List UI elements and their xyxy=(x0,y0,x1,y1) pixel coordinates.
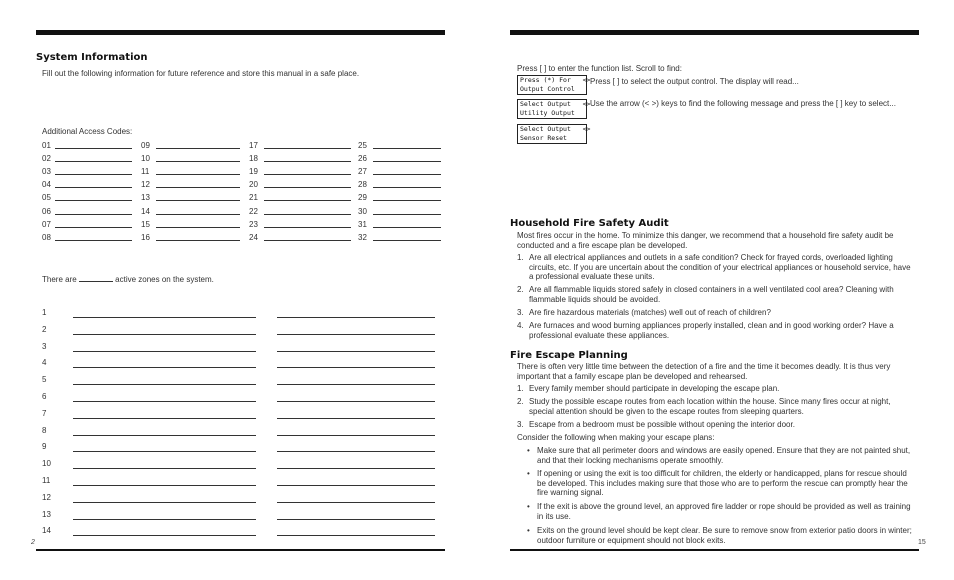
audit-heading: Household Fire Safety Audit xyxy=(510,218,669,229)
access-code-blank xyxy=(156,161,240,162)
escape-intro: There is often very little time between the detection of a fire and the time it becomes deadly. It is thus very important that a family escape plan be developed and rehearsed. xyxy=(517,362,891,381)
zone-type-blank[interactable] xyxy=(277,535,435,536)
access-code-blank xyxy=(55,200,132,201)
active-zones-text xyxy=(42,275,214,285)
zone-number: 4 xyxy=(42,358,47,368)
escape-heading: Fire Escape Planning xyxy=(510,350,628,361)
access-code-number: 19 xyxy=(249,167,258,177)
list-item-text: Are all flammable liquids stored safely in closed containers in a well ventilated cool area? Cleaning with flammable liquids should be avoided. xyxy=(529,285,894,304)
access-code-blank xyxy=(373,161,441,162)
bullet-dot-icon: • xyxy=(527,526,530,535)
access-code-field[interactable] xyxy=(141,207,150,216)
access-code-field[interactable] xyxy=(249,167,258,176)
access-code-number: 09 xyxy=(141,141,150,150)
zone-description-blank[interactable] xyxy=(73,468,256,469)
access-code-number: 14 xyxy=(141,206,150,216)
list-item-text: Are all electrical appliances and outlets in a safe condition? Check for frayed cords, overloaded lighting circuits, etc. If you are uncertain about the condition of your electrical appliances or household service, have a professional evaluate these units. xyxy=(529,253,911,281)
zone-number: 3 xyxy=(42,341,47,351)
access-code-number: 31 xyxy=(358,219,367,229)
access-code-row xyxy=(42,233,442,244)
access-code-number: 29 xyxy=(358,193,367,203)
zone-row xyxy=(42,493,442,504)
zone-type-blank[interactable] xyxy=(277,384,435,385)
access-code-row xyxy=(42,193,442,204)
access-code-blank xyxy=(264,227,351,228)
access-code-blank xyxy=(264,214,351,215)
access-code-number: 17 xyxy=(249,141,258,150)
access-code-blank xyxy=(156,187,240,188)
lcd-display-utility-output xyxy=(517,99,591,119)
lcd-line: Select Output <> xyxy=(520,125,591,133)
access-code-field[interactable] xyxy=(358,233,367,242)
access-code-blank xyxy=(156,174,240,175)
zone-row xyxy=(42,476,442,487)
left-top-rule xyxy=(36,30,445,35)
zone-number: 7 xyxy=(42,408,47,418)
zone-number: 9 xyxy=(42,442,47,452)
access-code-field[interactable] xyxy=(141,167,149,176)
system-information-heading: System Information xyxy=(36,52,148,63)
list-item-text: Every family member should participate in developing the escape plan. xyxy=(529,384,780,393)
bullet-text: If the exit is above the ground level, an approved fire ladder or rope should be provided as well as training in its use. xyxy=(537,502,911,521)
access-codes-label: Additional Access Codes: xyxy=(42,127,133,136)
access-code-number: 08 xyxy=(42,232,51,242)
lcd-line: Press (*) For <> xyxy=(520,76,591,84)
access-code-field[interactable] xyxy=(249,193,258,202)
access-code-number: 11 xyxy=(141,167,150,177)
access-code-field[interactable] xyxy=(42,207,51,216)
access-code-field[interactable] xyxy=(358,180,367,189)
access-code-number: 12 xyxy=(141,180,150,190)
access-code-field[interactable] xyxy=(358,154,367,163)
access-code-field[interactable] xyxy=(42,193,51,202)
list-item-text: Are furnaces and wood burning appliances properly installed, clean and in good working order? Have a professional evaluate these appliances. xyxy=(529,321,894,340)
zone-description-blank[interactable] xyxy=(73,485,256,486)
access-code-number: 27 xyxy=(358,167,367,177)
zone-type-blank[interactable] xyxy=(277,367,435,368)
access-code-number: 15 xyxy=(141,219,150,229)
access-code-field[interactable] xyxy=(141,233,150,242)
active-zones-post: active zones on the system. xyxy=(115,275,214,284)
zone-description-blank[interactable] xyxy=(73,317,256,318)
access-code-blank xyxy=(55,227,132,228)
zone-number: 10 xyxy=(42,459,51,469)
zone-type-blank[interactable] xyxy=(277,519,435,520)
access-code-blank xyxy=(156,240,240,241)
access-code-number: 03 xyxy=(42,167,51,177)
lcd-line: Select Output <> xyxy=(520,100,591,108)
zone-description-blank[interactable] xyxy=(73,367,256,368)
left-page-number: 2 xyxy=(31,539,35,546)
zone-type-blank[interactable] xyxy=(277,451,435,452)
zone-row xyxy=(42,510,442,521)
zone-description-blank[interactable] xyxy=(73,451,256,452)
access-code-number: 07 xyxy=(42,219,51,229)
zone-row xyxy=(42,325,442,336)
zone-type-blank[interactable] xyxy=(277,485,435,486)
zone-number: 13 xyxy=(42,509,51,519)
access-code-blank xyxy=(156,214,240,215)
bullet-dot-icon: • xyxy=(527,469,530,478)
press-instruction: Press [ ] to enter the function list. Scroll to find: xyxy=(517,64,682,73)
active-zones-pre: There are xyxy=(42,275,77,284)
access-code-number: 04 xyxy=(42,180,51,190)
access-code-blank xyxy=(264,200,351,201)
access-code-blank xyxy=(264,240,351,241)
access-code-row xyxy=(42,207,442,218)
access-code-number: 28 xyxy=(358,180,367,190)
zone-row xyxy=(42,459,442,470)
access-code-row xyxy=(42,141,442,152)
access-code-number: 16 xyxy=(141,232,150,242)
zone-description-blank[interactable] xyxy=(73,334,256,335)
zone-description-blank[interactable] xyxy=(73,519,256,520)
access-code-blank xyxy=(373,200,441,201)
access-code-field[interactable] xyxy=(358,141,367,150)
zone-type-blank[interactable] xyxy=(277,317,435,318)
lcd-line: Sensor Reset xyxy=(520,134,567,142)
bullet-dot-icon: • xyxy=(527,502,530,511)
right-page-number: 15 xyxy=(918,539,926,546)
access-code-field[interactable] xyxy=(249,233,258,242)
zone-number: 8 xyxy=(42,425,47,435)
access-code-blank xyxy=(55,174,132,175)
access-code-number: 18 xyxy=(249,154,258,164)
access-code-field[interactable] xyxy=(42,141,51,150)
access-code-field[interactable] xyxy=(42,180,51,189)
access-code-field[interactable] xyxy=(249,207,258,216)
lcd-line: Utility Output xyxy=(520,109,575,117)
access-code-blank xyxy=(373,148,441,149)
lcd-line: Output Control xyxy=(520,85,575,93)
access-code-blank xyxy=(264,187,351,188)
zone-description-blank[interactable] xyxy=(73,418,256,419)
bullet-text: Make sure that all perimeter doors and windows are easily opened. Ensure that they are not painted shut, and that their locking mechanisms operate smoothly. xyxy=(537,446,911,465)
access-code-number: 25 xyxy=(358,141,367,150)
zone-description-blank[interactable] xyxy=(73,535,256,536)
access-code-row xyxy=(42,167,442,178)
zone-row xyxy=(42,409,442,420)
right-bottom-rule xyxy=(510,549,919,551)
access-code-blank xyxy=(156,200,240,201)
access-code-blank xyxy=(373,174,441,175)
access-code-number: 32 xyxy=(358,232,367,242)
access-code-number: 13 xyxy=(141,193,150,203)
access-code-number: 24 xyxy=(249,232,258,242)
bullet-text: Exits on the ground level should be kept clear. Be sure to remove snow from exterior patio doors in winter; outdoor furniture or equipment should not block exits. xyxy=(537,526,912,545)
bullet-text: If opening or using the exit is too difficult for children, the elderly or handicapped, plans for rescue should be developed. This includes making sure that those who are to perform the rescue can promptly hear the fire warning signal. xyxy=(537,469,908,497)
access-code-field[interactable] xyxy=(249,141,258,150)
access-code-field[interactable] xyxy=(42,167,51,176)
access-code-number: 23 xyxy=(249,219,258,229)
access-code-blank xyxy=(55,214,132,215)
access-code-blank xyxy=(156,227,240,228)
access-code-field[interactable] xyxy=(42,220,51,229)
access-code-blank xyxy=(55,187,132,188)
access-code-number: 05 xyxy=(42,193,51,203)
access-code-row xyxy=(42,154,442,165)
zone-description-blank[interactable] xyxy=(73,384,256,385)
access-code-number: 20 xyxy=(249,180,258,190)
access-code-field[interactable] xyxy=(141,193,150,202)
intro-text: Fill out the following information for future reference and store this manual in a safe place. xyxy=(42,69,360,78)
zone-number: 12 xyxy=(42,492,51,502)
access-code-field[interactable] xyxy=(249,220,258,229)
access-code-row xyxy=(42,220,442,231)
zone-type-blank[interactable] xyxy=(277,502,435,503)
zone-type-blank[interactable] xyxy=(277,334,435,335)
access-code-field[interactable] xyxy=(249,154,258,163)
lcd2-description: Use the arrow (< >) keys to find the following message and press the [ ] key to select... xyxy=(590,99,896,108)
access-code-blank xyxy=(373,187,441,188)
access-code-blank xyxy=(373,227,441,228)
access-code-number: 21 xyxy=(249,193,258,203)
right-top-rule xyxy=(510,30,919,35)
access-code-blank xyxy=(373,214,441,215)
list-item-number: 3. xyxy=(517,308,524,317)
access-code-field[interactable] xyxy=(141,154,150,163)
list-item-number: 1. xyxy=(517,384,524,393)
consider-text: Consider the following when making your escape plans: xyxy=(517,433,715,442)
access-code-field[interactable] xyxy=(358,207,367,216)
lcd1-description: Press [ ] to select the output control. The display will read... xyxy=(590,77,799,86)
access-code-field[interactable] xyxy=(42,154,51,163)
zone-number: 5 xyxy=(42,375,47,385)
list-item-text: Escape from a bedroom must be possible without opening the interior door. xyxy=(529,420,795,429)
zone-type-blank[interactable] xyxy=(277,418,435,419)
lcd-display-sensor-reset xyxy=(517,124,591,144)
access-code-row xyxy=(42,180,442,191)
list-item-number: 2. xyxy=(517,285,524,294)
list-item-number: 1. xyxy=(517,253,524,262)
lcd-display-output-control xyxy=(517,75,591,95)
access-code-blank xyxy=(156,148,240,149)
zone-type-blank[interactable] xyxy=(277,435,435,436)
access-code-number: 30 xyxy=(358,206,367,216)
zone-row xyxy=(42,442,442,453)
access-code-field[interactable] xyxy=(358,167,367,176)
access-code-blank xyxy=(55,240,132,241)
bullet-dot-icon: • xyxy=(527,446,530,455)
zone-description-blank[interactable] xyxy=(73,401,256,402)
access-code-number: 02 xyxy=(42,154,51,164)
access-code-blank xyxy=(264,148,351,149)
zone-number: 11 xyxy=(42,476,51,485)
zone-row xyxy=(42,426,442,437)
zone-type-blank[interactable] xyxy=(277,351,435,352)
zone-row xyxy=(42,342,442,353)
access-code-field[interactable] xyxy=(249,180,258,189)
access-code-blank xyxy=(55,161,132,162)
zone-type-blank[interactable] xyxy=(277,401,435,402)
access-code-blank xyxy=(55,148,132,149)
zone-description-blank[interactable] xyxy=(73,502,256,503)
access-code-field[interactable] xyxy=(141,180,150,189)
access-code-number: 10 xyxy=(141,154,150,164)
zone-description-blank[interactable] xyxy=(73,351,256,352)
list-item-text: Study the possible escape routes from each location within the house. Since many fires occur at night, special attention should be given to the escape routes from sleeping quarters. xyxy=(529,397,891,416)
zone-type-blank[interactable] xyxy=(277,468,435,469)
active-zones-blank[interactable] xyxy=(79,275,113,282)
access-code-field[interactable] xyxy=(141,220,150,229)
zone-number: 1 xyxy=(42,308,47,317)
zone-row xyxy=(42,526,442,537)
list-item-number: 3. xyxy=(517,420,524,429)
access-code-number: 22 xyxy=(249,206,258,216)
left-bottom-rule xyxy=(36,549,445,551)
access-code-field[interactable] xyxy=(42,233,51,242)
access-code-number: 01 xyxy=(42,141,51,150)
zone-row xyxy=(42,392,442,403)
zone-number: 6 xyxy=(42,392,47,401)
access-code-number: 06 xyxy=(42,206,51,216)
zone-description-blank[interactable] xyxy=(73,435,256,436)
access-code-blank xyxy=(264,174,351,175)
zone-number: 14 xyxy=(42,526,51,536)
list-item-number: 4. xyxy=(517,321,524,330)
zone-number: 2 xyxy=(42,324,47,334)
access-code-blank xyxy=(264,161,351,162)
access-code-field[interactable] xyxy=(358,193,367,202)
zone-row xyxy=(42,358,442,369)
access-code-number: 26 xyxy=(358,154,367,164)
access-code-blank xyxy=(373,240,441,241)
audit-intro: Most fires occur in the home. To minimize this danger, we recommend that a household fire safety audit be conducted and a fire escape plan be developed. xyxy=(517,231,894,250)
list-item-number: 2. xyxy=(517,397,524,406)
access-code-field[interactable] xyxy=(141,141,150,150)
list-item-text: Are fire hazardous materials (matches) well out of reach of children? xyxy=(529,308,771,317)
zone-row xyxy=(42,308,442,319)
zone-row xyxy=(42,375,442,386)
access-code-field[interactable] xyxy=(358,220,367,229)
